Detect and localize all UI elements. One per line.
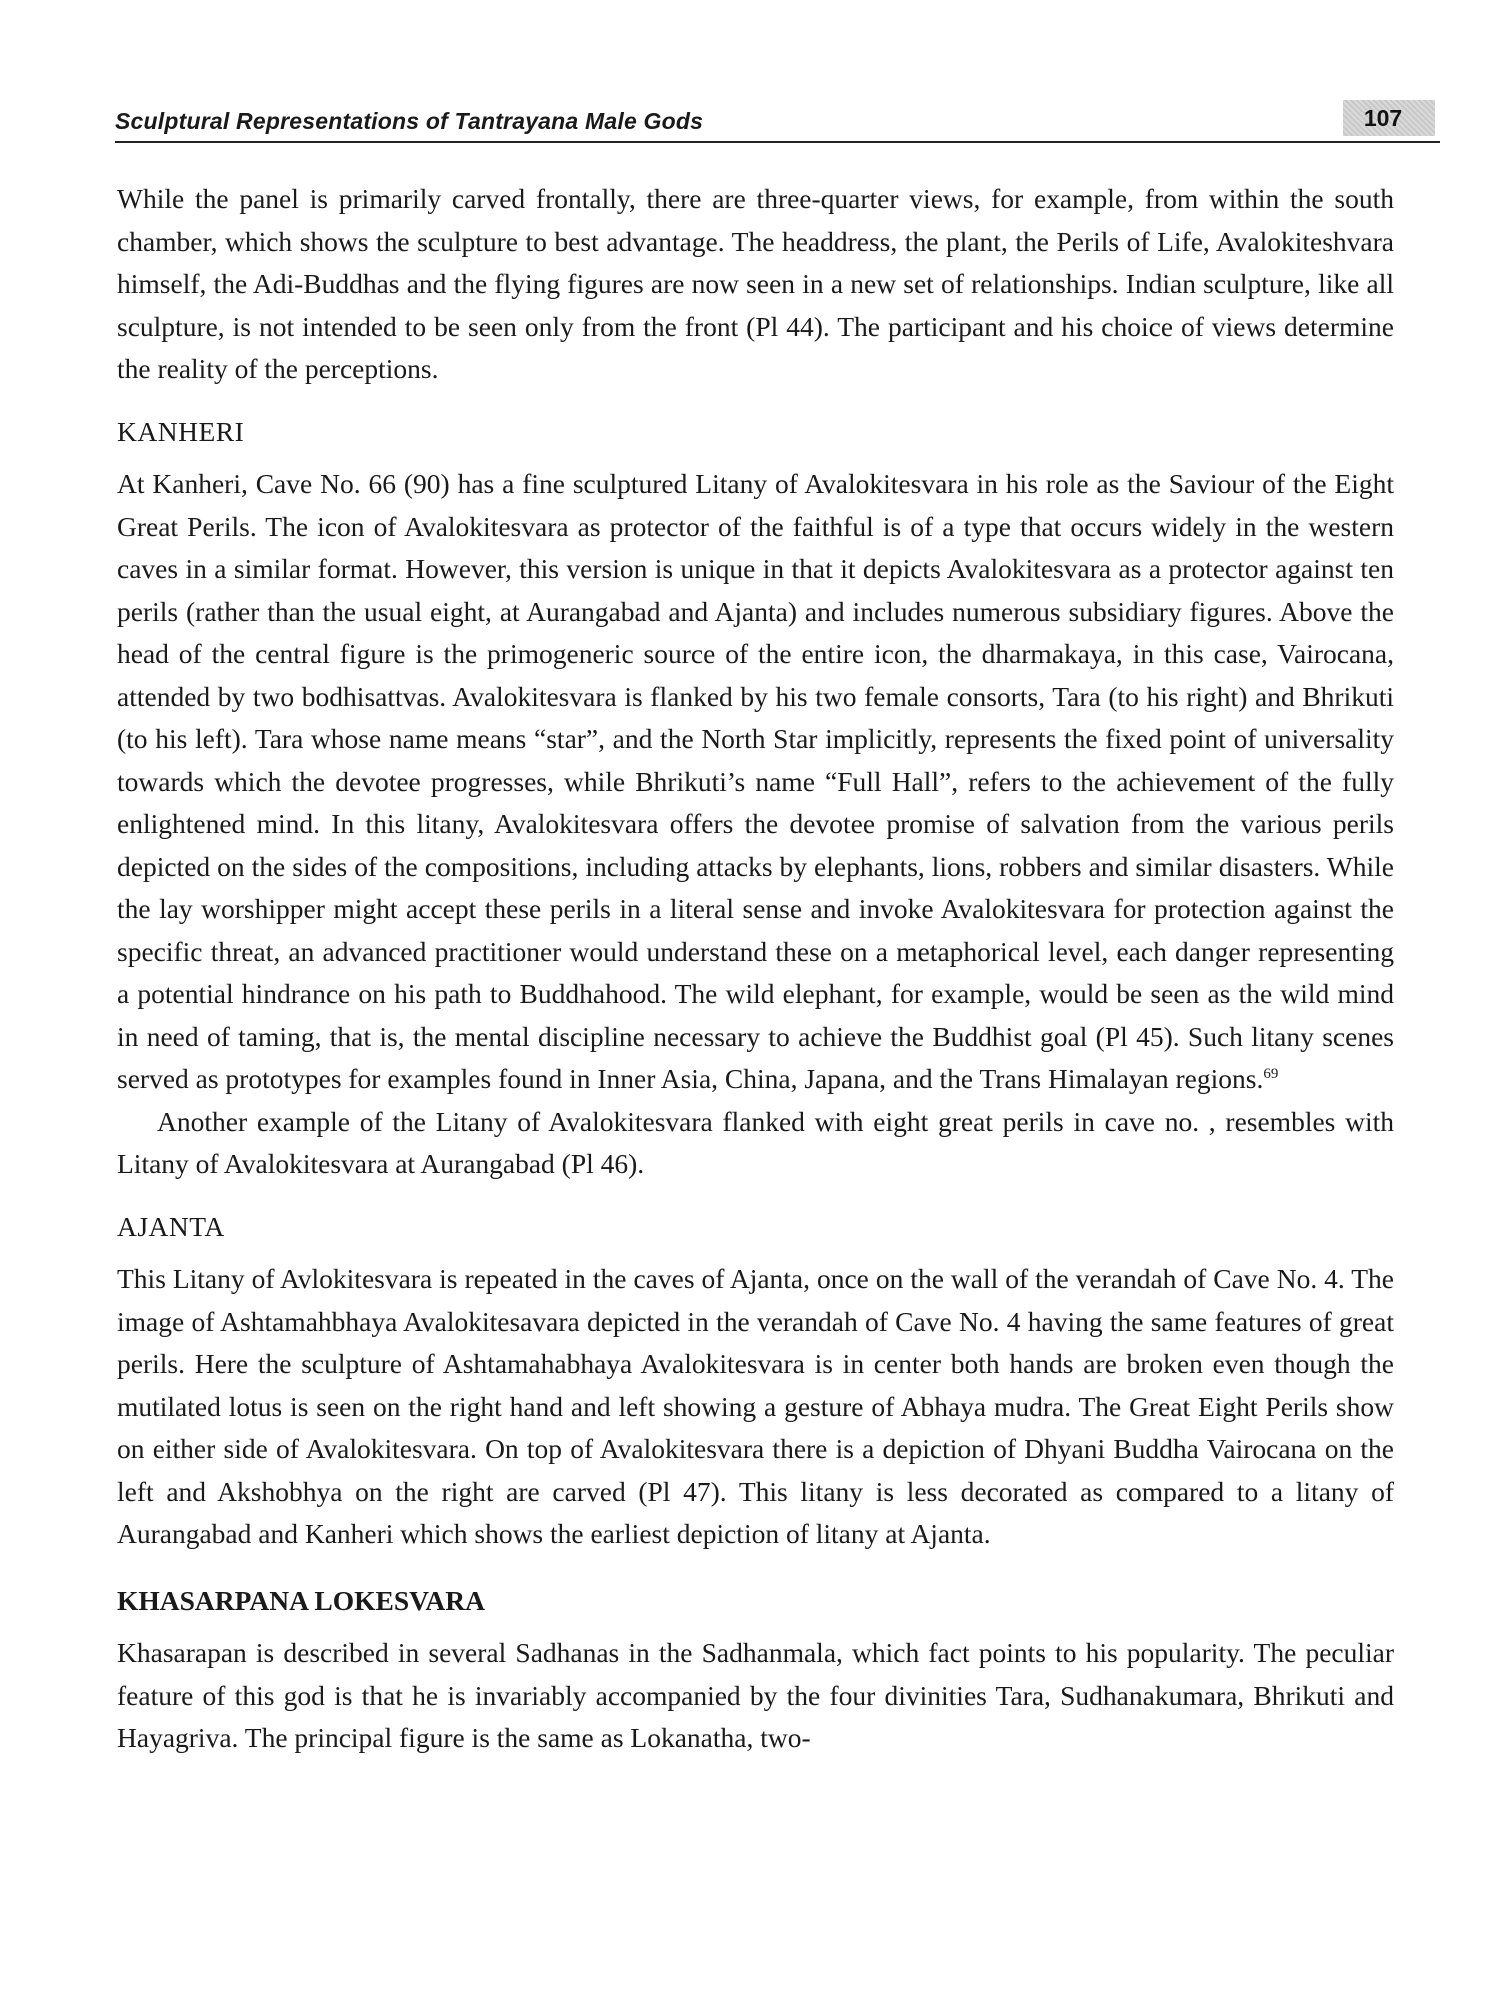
paragraph-khasarpana: Khasarapan is described in several Sadhanas in the Sadhanmala, which fact points to his popularity. The peculiar feature of this god is that he is invariably accompanied by the four divinities Tara, Sudhanakumara, Bhrikuti and Hayagriva. The principal figure is the same as Lokanatha, two- [117,1637,1394,1753]
footnote-marker: 69 [1263,1065,1279,1082]
page-number: 107 [1363,105,1403,131]
page-number-box [1343,100,1435,136]
paragraph-ajanta: This Litany of Avlokitesvara is repeated in the caves of Ajanta, once on the wall of the verandah of Cave No. 4. The image of Ashtamahbhaya Avalokitesavara depicted in the verandah of Cave No. 4 having the same features of great perils. Here the sculpture of Ashtamahabhaya Avalokitesvara is in center both hands are broken even though the mutilated lotus is seen on the right hand and left showing a gesture of Abhaya mudra. The Great Eight Perils show on either side of Avalokitesvara. On top of Avalokitesvara there is a depiction of Dhyani Buddha Vairocana on the left and Akshobhya on the right are carved (Pl 47). This litany is less decorated as compared to a litany of Aurangabad and Kanheri which shows the earliest depiction of litany at Ajanta. [117,1263,1394,1549]
paragraph-kanheri-text: At Kanheri, Cave No. 66 (90) has a fine sculptured Litany of Avalokitesvara in his role as the Saviour of the Eight Great Perils. The icon of Avalokitesvara as protector of the faithful is of a type that occurs widely in the western caves in a similar format. However, this version is unique in that it depicts Avalokitesvara as a protector against ten perils (rather than the usual eight, at Aurangabad and Ajanta) and includes numerous subsidiary figures. Above the head of the central figure is the primogeneric source of the entire icon, the dharmakaya, in this case, Vairocana, attended by two bodhisattvas. Avalokitesvara is flanked by his two female consorts, Tara (to his right) and Bhrikuti (to his left). Tara whose name means “star”, and the North Star implicitly, represents the fixed point of universality towards which the devotee progresses, while Bhrikuti’s name “Full Hall”, refers to the achievement of the fully enlightened mind. In this litany, Avalokitesvara offers the devotee promise of salvation from the various perils depicted on the sides of the compositions, including attacks by elephants, lions, robbers and similar disasters. While the lay worshipper might accept these perils in a literal sense and invoke Avalokitesvara for protection against the specific threat, an advanced practitioner would understand these on a metaphorical level, each danger representing a potential hindrance on his path to Buddhahood. The wild elephant, for example, would be seen as the wild mind in need of taming, that is, the mental discipline necessary to achieve the Buddhist goal (Pl 45). Such litany scenes served as prototypes for examples found in Inner Asia, China, Japana, and the Trans Himalayan regions. [117,468,1394,1094]
heading-khasarpana-lokesvara: KHASARPANA LOKESVARA [117,1584,486,1616]
paragraph-intro: While the panel is primarily carved frontally, there are three-quarter views, for example, from within the south chamber, which shows the sculpture to best advantage. The headdress, the plant, the Perils of Life, Avalokiteshvara himself, the Adi-Buddhas and the flying figures are now seen in a new set of relationships. Indian sculpture, like all sculpture, is not intended to be seen only from the front (Pl 44). The participant and his choice of views determine the reality of the perceptions. [117,183,1394,384]
heading-kanheri: KANHERI [117,415,245,447]
running-header [115,100,1435,140]
header-rule [115,141,1440,143]
heading-ajanta: AJANTA [117,1210,225,1242]
paragraph-kanheri-second: Another example of the Litany of Avalokitesvara flanked with eight great perils in cave no. , resembles with Litany of Avalokitesvara at Aurangabad (Pl 46). [117,1105,1394,1179]
running-title: Sculptural Representations of Tantrayana Male Gods [115,108,704,134]
paragraph-kanheri [117,463,1394,1101]
body-text [117,178,1394,1760]
